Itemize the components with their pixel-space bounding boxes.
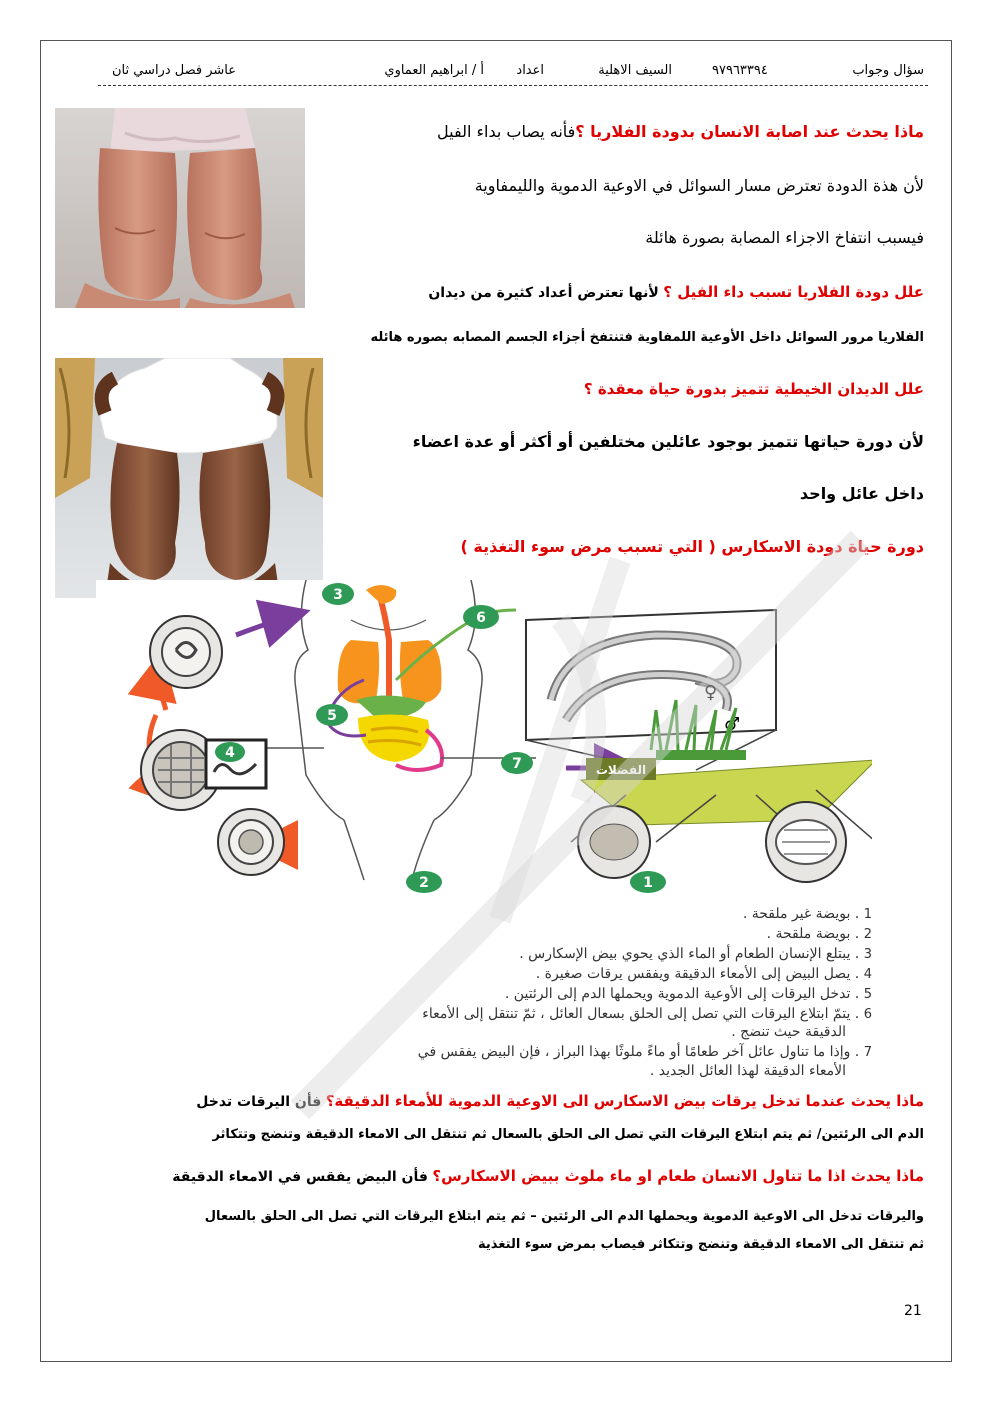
- legend-item-3: 3 . يبتلع الإنسان الطعام أو الماء الذي يحوي بيض الإسكارس .: [519, 946, 872, 962]
- section4-line1: [196, 1092, 924, 1110]
- legend-item-2: 2 . بويضة ملقحة .: [766, 926, 872, 942]
- elephantiasis-photo-2: [55, 358, 323, 598]
- section5-line2: واليرقات تدخل الى الاوعية الدموية ويحملها الدم الى الرئتين – ثم يتم ابتلاع اليرقات التي تصل الى الحلق بالسعال: [204, 1209, 924, 1224]
- legend-item-6: 6 . يتمّ ابتلاع اليرقات التي تصل إلى الحلق بسعال العائل ، ثمّ تنتقل إلى الأمعاء: [422, 1006, 872, 1022]
- section1-answer-start: فأنه يصاب بداء الفيل: [437, 122, 576, 141]
- section5-question: ماذا يحدث اذا ما تناول الانسان طعام او ماء ملوث ببيض الاسكارس؟: [432, 1167, 924, 1185]
- cycle-legend: [96, 898, 872, 1090]
- section2-answer-start: لأنها تعترض أعداد كثيرة من ديدان: [428, 285, 659, 301]
- header-divider: [98, 85, 928, 86]
- section1-line3: فيسبب انتفاخ الاجزاء المصابة بصورة هائلة: [645, 228, 924, 247]
- section2-line1: [428, 283, 924, 301]
- section5-answer-start: فأن البيض يفقس في الامعاء الدقيقة: [172, 1169, 428, 1185]
- stage-number-7: 7: [512, 756, 522, 772]
- male-symbol: ♂: [724, 714, 741, 735]
- legend-item-1: 1 . بويضة غير ملقحة .: [742, 906, 872, 922]
- section5-line1: [172, 1167, 924, 1185]
- header-grade: عاشر فصل دراسي ثان: [111, 63, 236, 78]
- stage-number-1: 1: [643, 875, 653, 891]
- section2-question: علل دودة الفلاريا تسبب داء الفيل ؟: [663, 283, 924, 301]
- section1-line1: [437, 122, 924, 141]
- stage-number-5: 5: [327, 708, 337, 724]
- cycle-title: دورة حياة دودة الاسكارس ( التي تسبب مرض سوء التغذية ): [460, 537, 924, 556]
- section3-line1: لأن دورة حياتها تتميز بوجود عائلين مختلفين أو أكثر أو عدة اعضاء: [412, 432, 924, 451]
- female-symbol: ♀: [704, 682, 718, 703]
- section1-question: ماذا يحدث عند اصابة الانسان بدودة الفلاريا ؟: [575, 122, 924, 141]
- section1-line2: لأن هذة الدودة تعترض مسار السوائل في الاوعية الدموية والليمفاوية: [474, 176, 924, 195]
- legend-item-4: 4 . يصل البيض إلى الأمعاء الدقيقة ويفقس يرقات صغيرة .: [535, 966, 872, 982]
- header-subject: سؤال وجواب: [852, 63, 924, 78]
- feces-label: الفضلات: [595, 763, 647, 777]
- elephantiasis-photo-1: [55, 108, 305, 308]
- stage-number-6: 6: [476, 610, 486, 626]
- header-prepared-label: اعداد: [516, 63, 544, 78]
- section4-line2: الدم الى الرئتين/ ثم يتم ابتلاع اليرقات التي تصل الى الحلق بالسعال ثم تنتقل الى الامعاء الدقيقة وتنضج وتتكاثر: [212, 1127, 924, 1142]
- section3-line2: داخل عائل واحد: [799, 484, 924, 503]
- header-phone: ٩٧٩٦٣٣٩٤: [712, 63, 768, 78]
- legend-item-6-cont: الدقيقة حيث تنضج .: [731, 1024, 846, 1040]
- section4-answer-start: فأن اليرقات تدخل: [196, 1094, 322, 1110]
- legend-item-7: 7 . وإذا ما تناول عائل آخر طعامًا أو ماءً ملوثًا بهذا البراز ، فإن البيض يفقس في: [417, 1044, 872, 1060]
- header-school: السيف الاهلية: [598, 63, 672, 78]
- stage-number-4: 4: [225, 745, 235, 761]
- section2-line2: الفلاريا مرور السوائل داخل الأوعية اللمفاوية فتنتفخ أجزاء الجسم المصابه بصوره هائله: [370, 330, 924, 345]
- section3-question: علل الديدان الخيطية تتميز بدورة حياة معقدة ؟: [583, 380, 924, 398]
- stage-number-2: 2: [419, 875, 429, 891]
- legend-item-5: 5 . تدخل اليرقات إلى الأوعية الدموية ويحملها الدم إلى الرئتين .: [504, 986, 872, 1002]
- header-teacher: أ / ابراهيم العماوي: [384, 63, 484, 78]
- section5-line3: ثم تنتقل الى الامعاء الدقيقة وتنضج وتتكاثر فيصاب بمرض سوء التغذية: [478, 1237, 924, 1252]
- page-number: 21: [904, 1303, 922, 1319]
- section4-question: ماذا يحدث عندما تدخل يرقات بيض الاسكارس الى الاوعية الدموية للأمعاء الدقيقة؟: [325, 1092, 924, 1110]
- stage-number-3: 3: [333, 587, 343, 603]
- legend-item-7-cont: الأمعاء الدقيقة لهذا العائل الجديد .: [649, 1063, 846, 1079]
- ascaris-life-cycle-diagram: [96, 580, 872, 898]
